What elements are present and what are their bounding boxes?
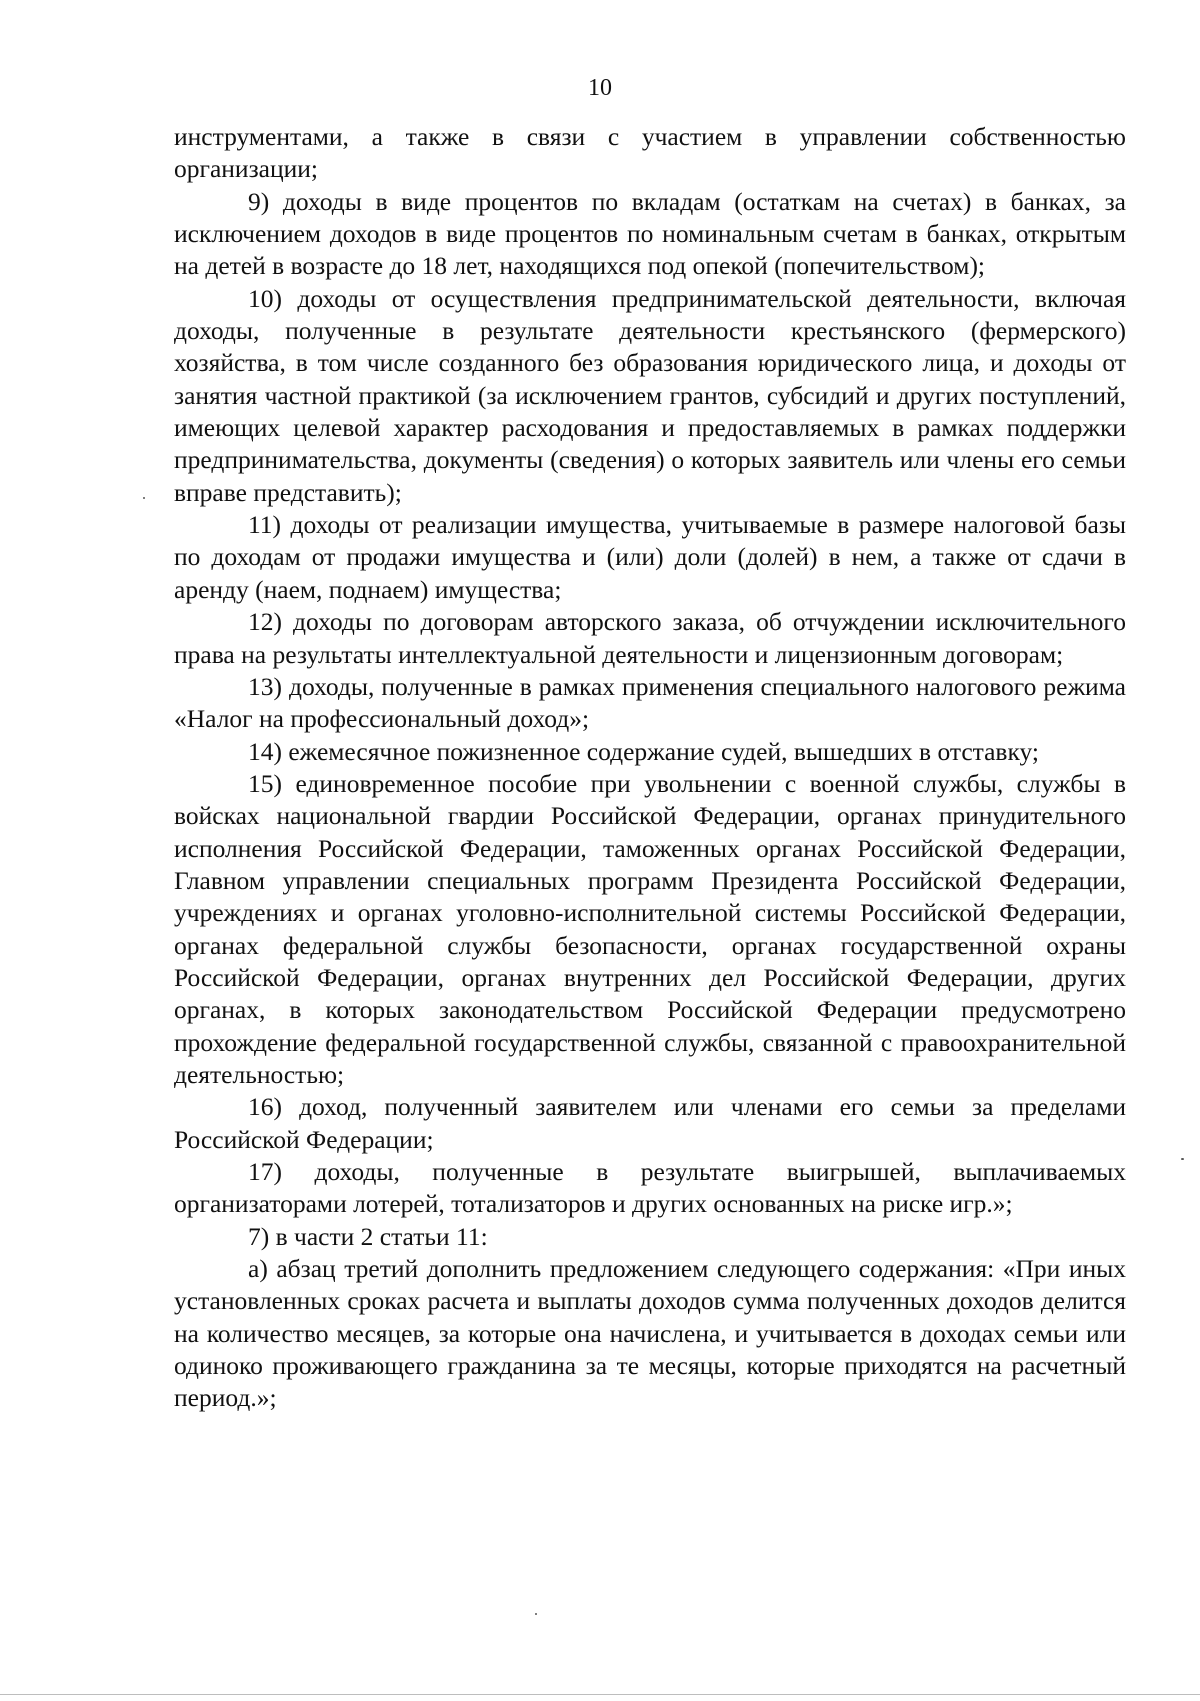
- scan-speck: [1181, 1158, 1184, 1160]
- scan-speck: [535, 1613, 537, 1615]
- document-body: [174, 121, 1126, 1415]
- paragraph-section-7: 7) в части 2 статьи 11:: [248, 1221, 488, 1251]
- scan-speck: [143, 497, 145, 499]
- paragraph-item-14: 14) ежемесячное пожизненное содержание судей, вышедших в отставку;: [248, 736, 1039, 766]
- paragraph-item-15: 15) единовременное пособие при увольнении с военной службы, службы в войсках национальной гвардии Российской Федерации, органах принудительного исполнения Российской Федерации, таможенных органах Российской Федерации, Главном управлении специальных программ Президента Российской Федерации, учреждениях и органах уголовно-исполнительной системы Российской Федерации, органах федеральной службы безопасности, органах государственной охраны Российской Федерации, органах внутренних дел Российской Федерации, других органах, в которых законодательством Российской Федерации предусмотрено прохождение федеральной государственной службы, связанной с правоохранительной деятельностью;: [174, 768, 1126, 1089]
- paragraph-item-16: 16) доход, полученный заявителем или членами его семьи за пределами Российской Федерации;: [174, 1092, 1126, 1154]
- paragraph-item-13: 13) доходы, полученные в рамках применения специального налогового режима «Налог на профессиональный доход»;: [174, 671, 1126, 734]
- paragraph-item-9: 9) доходы в виде процентов по вкладам (остаткам на счетах) в банках, за исключением доходов в виде процентов по номинальным счетам в банках, открытым на детей в возрасте до 18 лет, находящихся под опекой (попечительством);: [174, 186, 1126, 281]
- scan-edge-line: [0, 1694, 1200, 1695]
- paragraph-subsection-a: а) абзац третий дополнить предложением следующего содержания: «При иных установленных сроках расчета и выплаты доходов сумма полученных доходов делится на количество месяцев, за которые она начислена, и учитывается в доходах семьи или одиноко проживающего гражданина за те месяцы, которые приходятся на расчетный период.»;: [174, 1254, 1126, 1413]
- paragraph-item-17: 17) доходы, полученные в результате выигрышей, выплачиваемых организаторами лотерей, тотализаторов и других основанных на риске игр.»;: [174, 1157, 1126, 1219]
- page-number: 10: [588, 75, 612, 101]
- paragraph-item-11: 11) доходы от реализации имущества, учитываемые в размере налоговой базы по доходам от продажи имущества и (или) доли (долей) в нем, а также от сдачи в аренду (наем, поднаем) имущества;: [174, 510, 1126, 604]
- paragraph-continuation: инструментами, а также в связи с участием в управлении собственностью организации;: [174, 122, 1126, 184]
- paragraph-item-10: 10) доходы от осуществления предпринимательской деятельности, включая доходы, полученные в результате деятельности крестьянского (фермерского) хозяйства, в том числе созданного без образования юридического лица, и доходы от занятия частной практикой (за исключением грантов, субсидий и других поступлений, имеющих целевой характер расходования и предоставляемых в рамках поддержки предпринимательства, документы (сведения) о которых заявитель или члены его семьи вправе представить);: [174, 283, 1126, 507]
- paragraph-item-12: 12) доходы по договорам авторского заказа, об отчуждении исключительного права на результаты интеллектуальной деятельности и лицензионным договорам;: [174, 607, 1126, 669]
